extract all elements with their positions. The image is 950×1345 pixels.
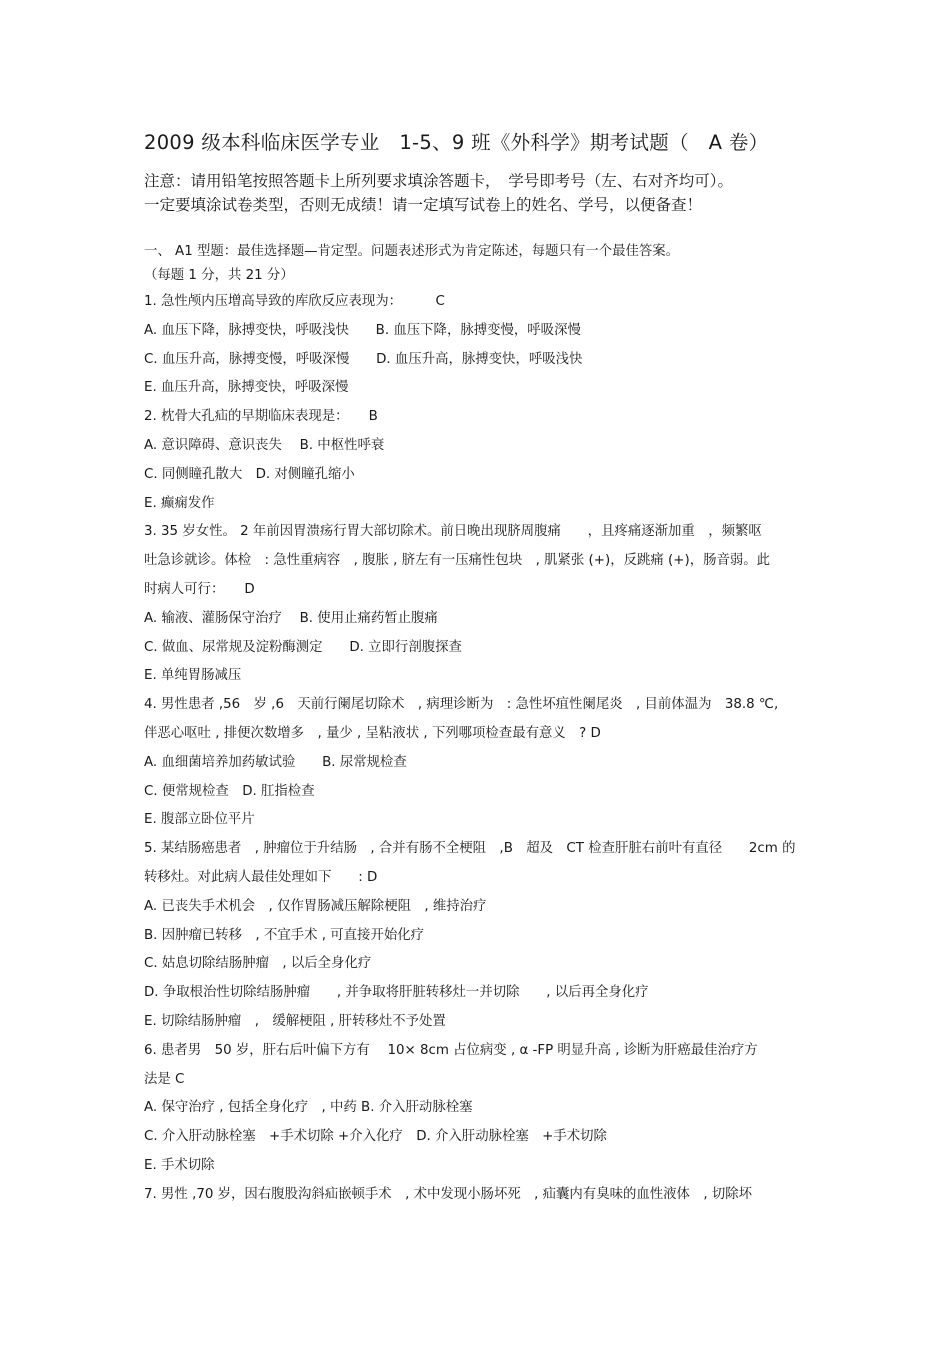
question-line: C. 血压升高，脉搏变慢，呼吸深慢 D. 血压升高，脉搏变快，呼吸浅快 xyxy=(144,351,583,367)
section-scoring: （每题 1 分，共 21 分） xyxy=(144,268,294,283)
question-line: C. 便常规检查 D. 肛指检查 xyxy=(144,783,315,799)
question-line: E. 切除结肠肿瘤 , 缓解梗阻 , 肝转移灶不予处置 xyxy=(144,1013,446,1029)
question-line: A. 血细菌培养加药敏试验 B. 尿常规检查 xyxy=(144,754,407,770)
question-line: A. 血压下降，脉搏变快，呼吸浅快 B. 血压下降，脉搏变慢，呼吸深慢 xyxy=(144,322,581,338)
question-line: 法是 C xyxy=(144,1071,185,1087)
notice-line-1: 注意：请用铅笔按照答题卡上所列要求填涂答题卡， 学号即考号（左、右对齐均可）。 xyxy=(144,172,734,190)
notice-line-2: 一定要填涂试卷类型，否则无成绩！请一定填写试卷上的姓名、学号，以便备查！ xyxy=(144,196,703,214)
question-line: 时病人可行： D xyxy=(144,581,255,597)
question-line: E. 单纯胃肠减压 xyxy=(144,668,242,684)
question-line: D. 争取根治性切除结肠肿瘤 , 并争取将肝脏转移灶一并切除 , 以后再全身化疗 xyxy=(144,985,649,1001)
section-header: 一、 A1 型题：最佳选择题—肯定型。问题表述形式为肯定陈述，每题只有一个最佳答案。 xyxy=(144,244,680,259)
question-body xyxy=(144,240,844,1210)
question-line: 转移灶。对此病人最佳处理如下 : D xyxy=(144,869,378,885)
question-line: C. 介入肝动脉栓塞 +手术切除 +介入化疗 D. 介入肝动脉栓塞 +手术切除 xyxy=(144,1129,607,1145)
question-line: 伴恶心呕吐 , 排便次数增多 , 量少 , 呈粘液状 , 下列哪项检查最有意义 ? D xyxy=(144,725,601,741)
question-line: 吐急诊就诊。体检 : 急性重病容 , 腹胀 , 脐左有一压痛性包块 , 肌紧张 (+)，反跳痛 (+)，肠音弱。此 xyxy=(144,553,771,569)
question-line: A. 保守治疗 , 包括全身化疗 , 中药 B. 介入肝动脉栓塞 xyxy=(144,1100,473,1116)
question-line: A. 意识障碍、意识丧失 B. 中枢性呼衰 xyxy=(144,437,385,453)
question-line: C. 姑息切除结肠肿瘤 , 以后全身化疗 xyxy=(144,956,372,972)
question-line: C. 同侧瞳孔散大 D. 对侧瞳孔缩小 xyxy=(144,466,355,482)
question-line: E. 手术切除 xyxy=(144,1157,215,1173)
question-line: 7. 男性 ,70 岁，因右腹股沟斜疝嵌顿手术 , 术中发现小肠坏死 , 疝囊内有臭味的血性液体 , 切除坏 xyxy=(144,1186,753,1202)
question-line: 1. 急性颅内压增高导致的库欣反应表现为： C xyxy=(144,294,445,309)
question-line: 2. 枕骨大孔疝的早期临床表现是： B xyxy=(144,409,378,425)
question-line: C. 做血、尿常规及淀粉酶测定 D. 立即行剖腹探查 xyxy=(144,639,462,655)
question-line: E. 血压升高，脉搏变快，呼吸深慢 xyxy=(144,380,349,396)
question-line: 5. 某结肠癌患者 , 肿瘤位于升结肠 , 合并有肠不全梗阻 ,B 超及 CT 检查肝脏右前叶有直径 2cm 的 xyxy=(144,841,796,857)
question-line: 6. 患者男 50 岁，肝右后叶偏下方有 10× 8cm 占位病变 , α -FP 明显升高 , 诊断为肝癌最佳治疗方 xyxy=(144,1042,758,1058)
question-line: E. 腹部立卧位平片 xyxy=(144,812,255,828)
question-line: 4. 男性患者 ,56 岁 ,6 天前行阑尾切除术 , 病理诊断为 : 急性坏疽性阑尾炎 , 目前体温为 38.8 ℃, xyxy=(144,697,779,713)
question-line: A. 输液、灌肠保守治疗 B. 使用止痛药暂止腹痛 xyxy=(144,610,438,626)
question-line: A. 已丧失手术机会 , 仅作胃肠减压解除梗阻 , 维持治疗 xyxy=(144,898,487,914)
question-line: E. 癫痫发作 xyxy=(144,495,215,511)
question-line: 3. 35 岁女性。 2 年前因胃溃疡行胃大部切除术。前日晚出现脐周腹痛 ，且疼痛逐渐加重 ，频繁呕 xyxy=(144,524,762,540)
question-line: B. 因肿瘤已转移 , 不宜手术 , 可直接开始化疗 xyxy=(144,927,425,943)
exam-title: 2009 级本科临床医学专业 1-5、9 班《外科学》期考试题（ A 卷） xyxy=(144,131,769,154)
